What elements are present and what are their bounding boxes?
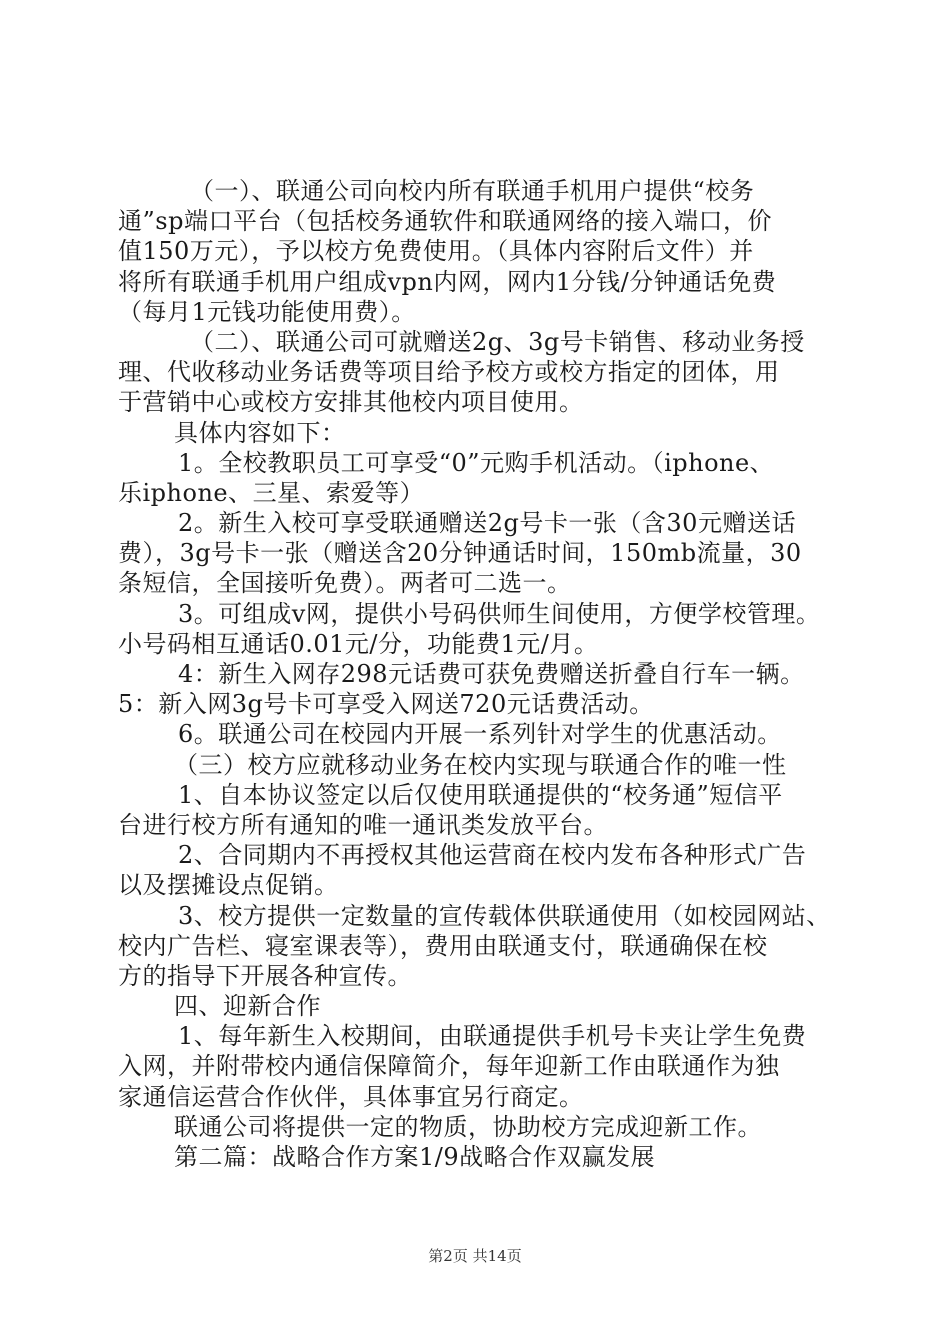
text-line: 入网，并附带校内通信保障简介，每年迎新工作由联通作为独 <box>118 1052 780 1081</box>
text-line: 1、自本协议签定以后仅使用联通提供的“校务通”短信平 <box>178 780 783 809</box>
text-line: 费），3g号卡一张（赠送含20分钟通话时间，150mb流量，30 <box>118 539 802 568</box>
text-line: 家通信运营合作伙伴，具体事宜另行商定。 <box>118 1082 584 1111</box>
text-line: 理、代收移动业务话费等项目给予校方或校方指定的团体，用 <box>118 358 780 387</box>
text-line: 乐iphone、三星、索爱等） <box>118 478 425 507</box>
text-line: 3。可组成v网，提供小号码供师生间使用，方便学校管理。 <box>178 599 821 628</box>
document-body <box>118 176 838 1172</box>
text-line: 2、合同期内不再授权其他运营商在校内发布各种形式广告 <box>178 841 807 870</box>
text-line: 校内广告栏、寝室课表等），费用由联通支付，联通确保在校 <box>118 931 768 960</box>
text-line: （二）、联通公司可就赠送2g、3g号卡销售、移动业务授 <box>190 327 805 356</box>
text-line: 3、校方提供一定数量的宣传载体供联通使用（如校园网站、 <box>178 901 831 930</box>
text-line: 1。全校教职员工可享受“0”元购手机活动。（iphone、 <box>178 448 775 477</box>
text-line: 四、迎新合作 <box>174 992 321 1021</box>
page-footer: 第2页 共14页 <box>428 1247 522 1265</box>
text-line: 1、每年新生入校期间，由联通提供手机号卡夹让学生免费 <box>178 1022 807 1051</box>
text-line: 2。新生入校可享受联通赠送2g号卡一张（含30元赠送话 <box>178 509 796 538</box>
text-line: 条短信，全国接听免费）。两者可二选一。 <box>118 569 572 598</box>
text-line: 5：新入网3g号卡可享受入网送720元话费活动。 <box>118 690 654 719</box>
text-line: 6。联通公司在校园内开展一系列针对学生的优惠活动。 <box>178 720 782 749</box>
text-line: 以及摆摊设点促销。 <box>118 871 339 900</box>
text-line: 联通公司将提供一定的物质，协助校方完成迎新工作。 <box>174 1112 762 1141</box>
text-line: （三）校方应就移动业务在校内实现与联通合作的唯一性 <box>174 750 787 779</box>
text-line: 小号码相互通话0.01元/分，功能费1元/月。 <box>118 629 599 658</box>
text-line: 台进行校方所有通知的唯一通讯类发放平台。 <box>118 810 608 839</box>
text-line: 4：新生入网存298元话费可获免费赠送折叠自行车一辆。 <box>178 660 805 688</box>
text-line: （一）、联通公司向校内所有联通手机用户提供“校务 <box>190 177 755 205</box>
text-line: 值150万元），予以校方免费使用。（具体内容附后文件）并 <box>118 237 754 266</box>
text-line: 第二篇：战略合作方案1/9战略合作双赢发展 <box>174 1143 656 1171</box>
text-line: 通”sp端口平台（包括校务通软件和联通网络的接入端口，价 <box>118 207 772 236</box>
text-line: 将所有联通手机用户组成vpn内网，网内1分钱/分钟通话免费 <box>118 267 777 296</box>
text-line: 具体内容如下： <box>174 418 346 447</box>
text-line: 方的指导下开展各种宣传。 <box>118 961 412 990</box>
text-line: 于营销中心或校方安排其他校内项目使用。 <box>118 388 584 417</box>
text-line: （每月1元钱功能使用费）。 <box>118 297 416 326</box>
